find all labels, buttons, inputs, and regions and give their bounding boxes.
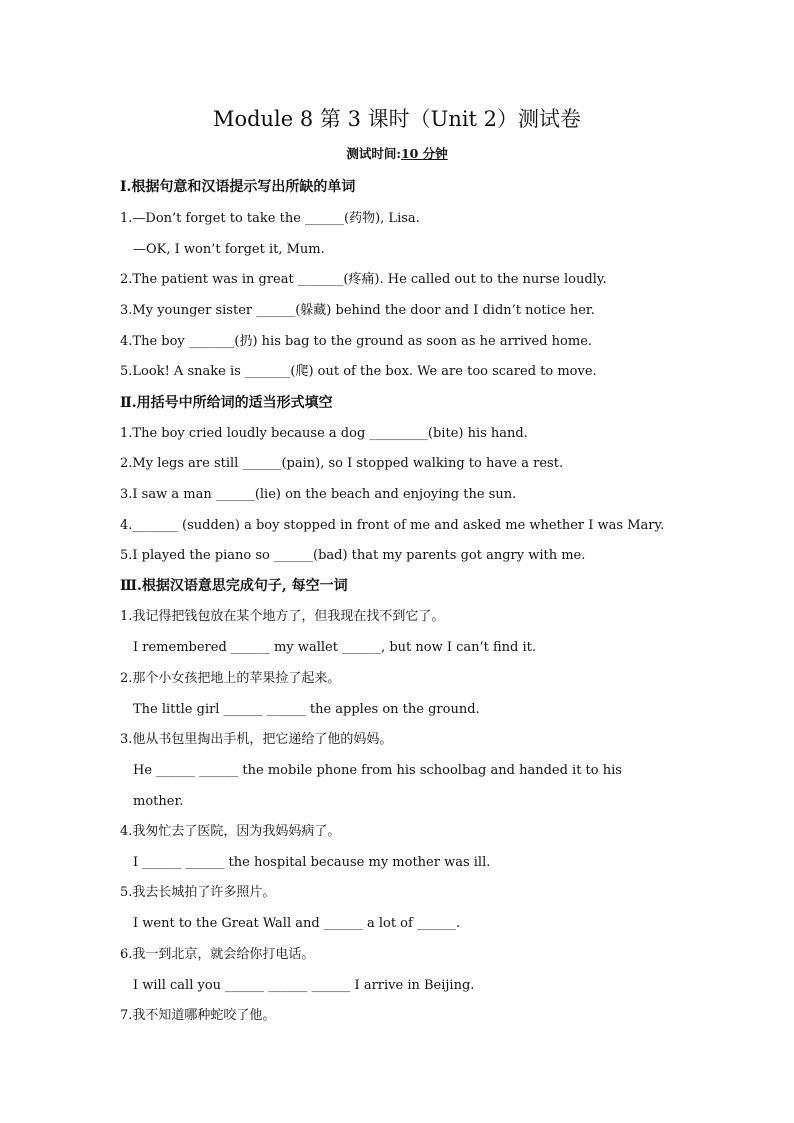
- section-3-heading: Ⅲ.根据汉语意思完成句子, 每空一词: [120, 578, 348, 594]
- question-line: 7.我不知道哪种蛇咬了他。: [120, 1008, 276, 1023]
- answer-line: mother.: [133, 794, 184, 809]
- question-line: 4.The boy _______(扔) his bag to the ground as soon as he arrived home.: [120, 334, 593, 349]
- test-time-label: 测试时间:: [346, 146, 401, 161]
- test-time: [0, 145, 794, 163]
- question-line: 1.—Don’t forget to take the ______(药物), Lisa.: [120, 211, 420, 226]
- question-line: 4._______ (sudden) a boy stopped in front of me and asked me whether I was Mary.: [120, 518, 665, 533]
- question-line: —OK, I won’t forget it, Mum.: [133, 242, 325, 257]
- test-time-value: 10 分钟: [400, 146, 448, 161]
- question-line: 4.我匆忙去了医院，因为我妈妈病了。: [120, 824, 341, 839]
- question-line: 3.他从书包里掏出手机，把它递给了他的妈妈。: [120, 732, 393, 747]
- answer-line: I remembered ______ my wallet ______, but now I can’t find it.: [133, 640, 537, 655]
- question-line: 2.那个小女孩把地上的苹果捡了起来。: [120, 671, 341, 686]
- section-1-heading: Ⅰ.根据句意和汉语提示写出所缺的单词: [120, 179, 356, 195]
- question-line: 5.我去长城拍了许多照片。: [120, 885, 276, 900]
- answer-line: The little girl ______ ______ the apples on the ground.: [133, 702, 480, 717]
- page-title: Module 8 第 3 课时（Unit 2）测试卷: [212, 107, 582, 131]
- question-line: 5.Look! A snake is _______(爬) out of the box. We are too scared to move.: [120, 364, 597, 379]
- question-line: 2.My legs are still ______(pain), so I stopped walking to have a rest.: [120, 456, 564, 471]
- answer-line: I will call you ______ ______ ______ I arrive in Beijing.: [133, 978, 475, 993]
- question-line: 1.The boy cried loudly because a dog _________(bite) his hand.: [120, 426, 528, 441]
- question-line: 1.我记得把钱包放在某个地方了，但我现在找不到它了。: [120, 609, 445, 624]
- question-line: 6.我一到北京，就会给你打电话。: [120, 947, 315, 962]
- answer-line: He ______ ______ the mobile phone from his schoolbag and handed it to his: [133, 763, 622, 778]
- question-line: 3.I saw a man ______(lie) on the beach and enjoying the sun.: [120, 487, 517, 502]
- question-line: 5.I played the piano so ______(bad) that my parents got angry with me.: [120, 548, 586, 563]
- answer-line: I went to the Great Wall and ______ a lot of ______.: [133, 916, 461, 931]
- section-2-heading: Ⅱ.用括号中所给词的适当形式填空: [120, 395, 333, 411]
- question-line: 2.The patient was in great _______(疼痛). He called out to the nurse loudly.: [120, 272, 607, 287]
- question-line: 3.My younger sister ______(躲藏) behind the door and I didn’t notice her.: [120, 303, 595, 318]
- answer-line: I ______ ______ the hospital because my mother was ill.: [133, 855, 491, 870]
